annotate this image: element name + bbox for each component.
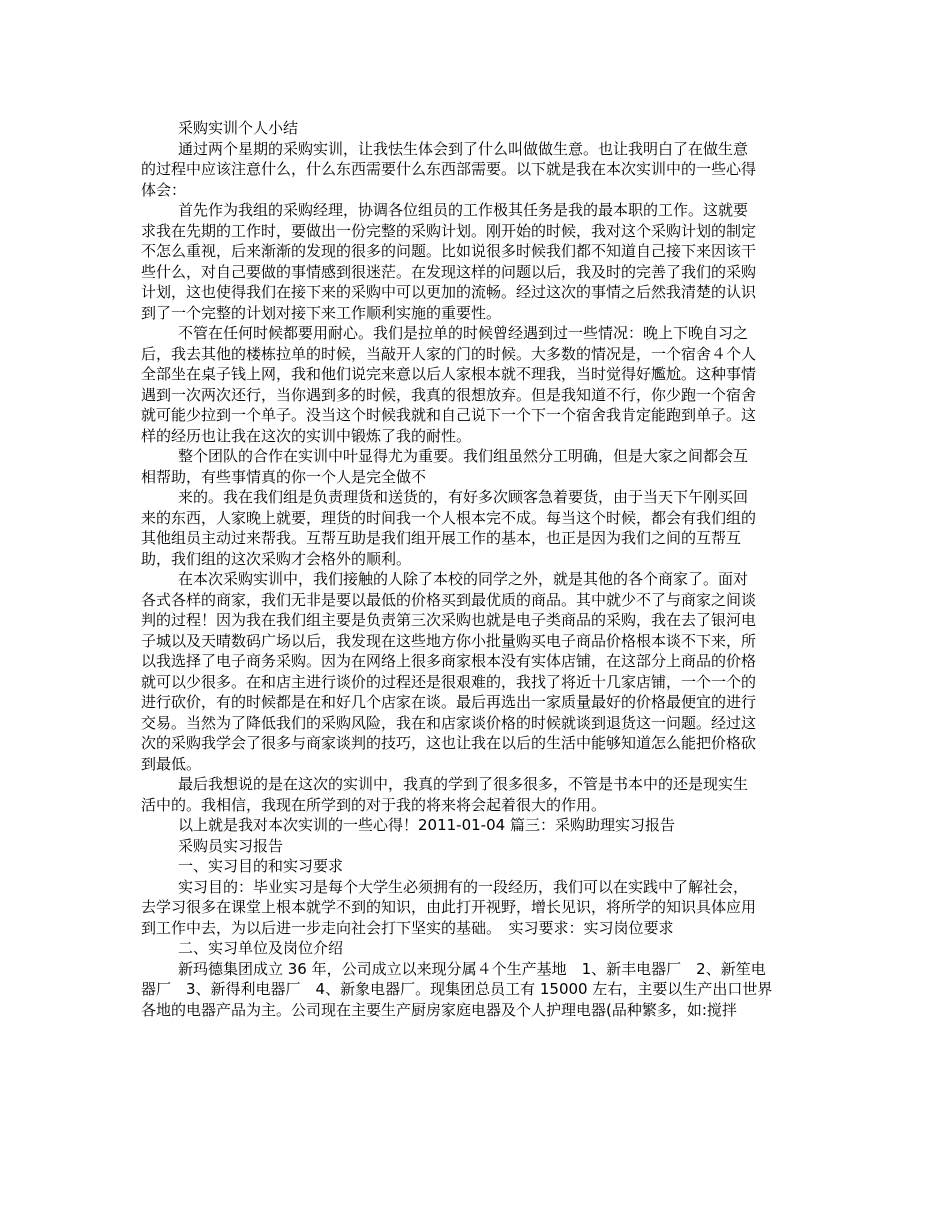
text-line: 来的。我在我们组是负责理货和送货的，有好多次顾客急着要货，由于当天下午刚买回 <box>178 488 749 506</box>
text-line: 来的东西，人家晚上就要，理货的时间我一个人根本完不成。每当这个时候，都会有我们组的 <box>141 508 757 527</box>
doc-title: 采购实训个人小结 <box>178 119 299 137</box>
text-line: 各地的电器产品为主。公司现在主要生产厨房家庭电器及个人护理电器(品种繁多，如:搅拌 <box>141 1000 737 1019</box>
text-line: 到最低。 <box>141 754 202 773</box>
text-line: 其他组员主动过来帮我。互帮互助是我们组开展工作的基本，也正是因为我们之间的互帮互 <box>141 529 742 547</box>
text-line: 助，我们组的这次采购才会格外的顺利。 <box>141 549 412 568</box>
text-line: 最后我想说的是在这次的实训中，我真的学到了很多很多，不管是书本中的还是现实生 <box>178 775 749 793</box>
text-line: 以上就是我对本次实训的一些心得！2011-01-04 篇三：采购助理实习报告 <box>178 816 675 834</box>
text-line: 到工作中去，为以后进一步走向社会打下坚实的基础。 实习要求：实习岗位要求 <box>141 918 674 937</box>
text-line: 样的经历也让我在这次的实训中锻炼了我的耐性。 <box>141 426 472 445</box>
section-title: 采购员实习报告 <box>178 836 284 855</box>
text-line: 全部坐在桌子钱上网，我和他们说完来意以后人家根本就不理我，当时觉得好尷尬。这种事情 <box>141 365 757 383</box>
text-line: 判的过程！因为我在我们组主要是负责第三次采购也就是电子类商品的采购，我在去了银河电 <box>141 611 757 629</box>
text-line: 求我在先期的工作时，要做出一份完整的采购计划。刚开始的时候，我对这个采购计划的制定 <box>141 221 757 240</box>
text-line: 次的采购我学会了很多与商家谈判的技巧，这也让我在以后的生活中能够知道怎么能把价格砍 <box>141 734 757 752</box>
text-line: 后，我去其他的楼栋拉单的时候，当敲开人家的门的时候。大多数的情况是，一个宿舍４个人 <box>141 344 757 363</box>
text-line: 交易。当然为了降低我们的采购风险，我在和店家谈价格的时候就谈到退货这一问题。经过这 <box>141 713 757 732</box>
text-line: 器厂 3、新得利电器厂 4、新象电器厂。现集团总员工有 15000 左右，主要以生产出口世界 <box>141 980 773 998</box>
text-line: 不管在任何时候都要用耐心。我们是拉单的时候曾经遇到过一些情况：晚上下晚自习之 <box>178 324 749 342</box>
text-line: 就可以少很多。在和店主进行谈价的过程还是很艰难的，我找了将近十几家店铺，一个一个的 <box>141 672 757 691</box>
text-line: 相帮助，有些事情真的你一个人是完全做不 <box>141 467 427 486</box>
section-heading: 一、实习目的和实习要求 <box>178 857 344 875</box>
text-line: 子城以及天晴数码广场以后，我发现在这些地方你小批量购买电子商品价格根本谈不下来，所 <box>141 631 757 650</box>
text-line: 的过程中应该注意什么，什么东西需要什么东西部需要。以下就是我在本次实训中的一些心得 <box>141 160 757 178</box>
text-line: 去学习很多在课堂上根本就学不到的知识，由此打开视野，增长见识，将所学的知识具体应用 <box>141 898 757 916</box>
text-line: 整个团队的合作在实训中叶显得尤为重要。我们组虽然分工明确，但是大家之间都会互 <box>178 447 749 465</box>
text-line: 新玛德集团成立 36 年，公司成立以来现分属４个生产基地 1、新丰电器厂 2、新笙电 <box>178 959 766 978</box>
text-line: 在本次采购实训中，我们接触的人除了本校的同学之外，就是其他的各个商家了。面对 <box>178 570 749 588</box>
text-line: 遇到一次两次还行，当你遇到多的时候，我真的很想放弃。但是我知道不行，你少跑一个宿舍 <box>141 385 757 404</box>
text-line: 就可能少拉到一个单子。没当这个时候我就和自己说下一个下一个宿舍我肯定能跑到单子。这 <box>141 406 757 424</box>
text-line: 些什么，对自己要做的事情感到很迷茫。在发现这样的问题以后，我及时的完善了我们的采购 <box>141 262 757 281</box>
text-line: 不怎么重视，后来渐渐的发现的很多的问题。比如说很多时候我们都不知道自己接下来因该干 <box>141 242 757 260</box>
text-line: 通过两个星期的采购实训，让我怯生体会到了什么叫做做生意。也让我明白了在做生意 <box>178 139 749 158</box>
text-line: 实习目的：毕业实习是每个大学生必须拥有的一段经历，我们可以在实践中了解社会， <box>178 877 749 896</box>
text-line: 到了一个完整的计划对接下来工作顺利实施的重要性。 <box>141 303 502 322</box>
text-line: 活中的。我相信，我现在所学到的对于我的将来将会起着很大的作用。 <box>141 795 607 814</box>
text-line: 各式各样的商家，我们无非是要以最低的价格买到最优质的商品。其中就少不了与商家之间谈 <box>141 590 757 609</box>
text-line: 进行砍价，有的时候都是在和好几个店家在谈。最后再选出一家质量最好的价格最便宜的进行 <box>141 693 757 711</box>
text-line: 以我选择了电子商务采购。因为在网络上很多商家根本没有实体店铺，在这部分上商品的价格 <box>141 652 757 670</box>
section-heading: 二、实习单位及岗位介绍 <box>178 939 344 957</box>
document-body <box>141 118 811 1020</box>
text-line: 体会： <box>141 180 187 199</box>
text-line: 计划，这也使得我们在接下来的采购中可以更加的流畅。经过这次的事情之后然我清楚的认识 <box>141 283 757 301</box>
text-line: 首先作为我组的采购经理，协调各位组员的工作极其任务是我的最本职的工作。这就要 <box>178 201 749 219</box>
